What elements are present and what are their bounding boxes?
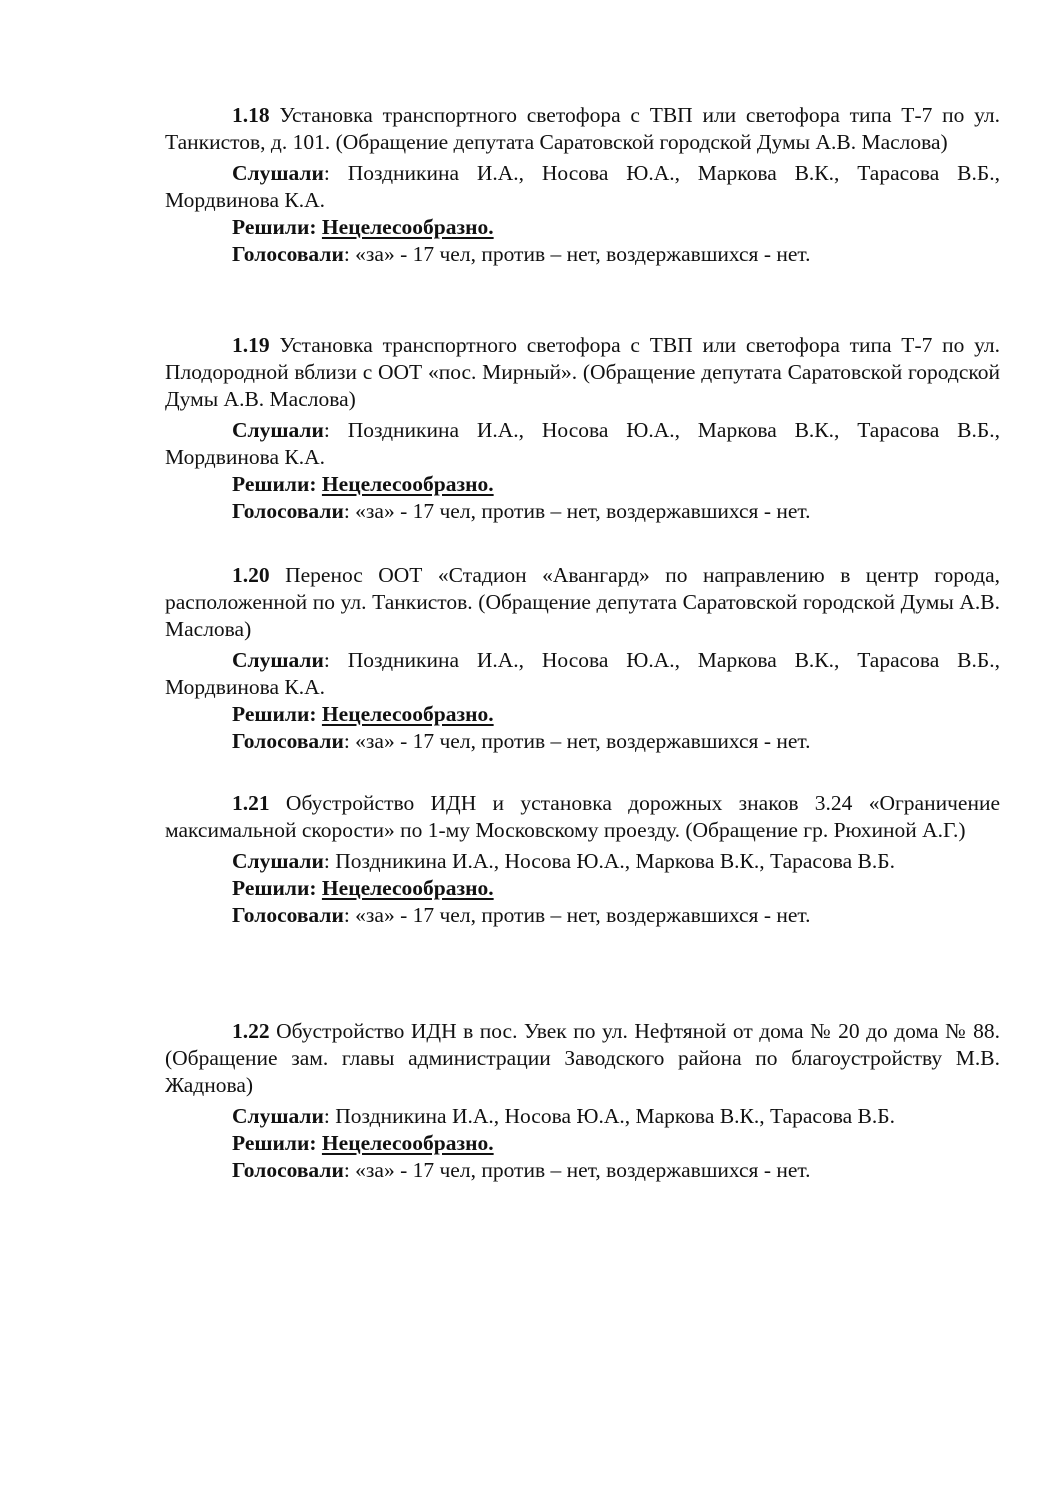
heard-label: Слушали xyxy=(232,1104,324,1128)
item-text: Перенос ООТ «Стадион «Авангард» по направлению в центр города, расположенной по ул. Танкистов. (Обращение депутата Саратовской городской Думы А.В. Маслова) xyxy=(165,563,1001,641)
item-number: 1.22 xyxy=(232,1019,270,1043)
heard-text: : Поздникина И.А., Носова Ю.А., Маркова В.К., Тарасова В.Б. xyxy=(323,1104,895,1128)
heard-line xyxy=(165,848,1000,875)
heard-label: Слушали xyxy=(232,418,324,442)
agenda-item-1-21 xyxy=(165,790,1000,929)
item-description xyxy=(165,1018,1000,1099)
decided-line xyxy=(165,701,1000,728)
voted-line xyxy=(165,1157,1000,1184)
voted-label: Голосовали xyxy=(232,729,344,753)
voted-line xyxy=(165,241,1000,268)
voted-label: Голосовали xyxy=(232,1158,344,1182)
item-description xyxy=(165,102,1000,156)
decided-value: Нецелесообразно. xyxy=(321,472,494,496)
voted-text: : «за» - 17 чел, против – нет, воздержавшихся - нет. xyxy=(343,729,811,753)
decided-label: Решили: xyxy=(232,876,317,900)
agenda-item-1-20 xyxy=(165,562,1000,755)
item-text: Обустройство ИДН в пос. Увек по ул. Нефтяной от дома № 20 до дома № 88. (Обращение зам. главы администрации Заводского района по благоустройству М.В. Жаднова) xyxy=(165,1019,1000,1097)
agenda-item-1-19 xyxy=(165,332,1000,525)
item-number: 1.18 xyxy=(232,103,270,127)
decided-line xyxy=(165,1130,1000,1157)
voted-label: Голосовали xyxy=(232,499,344,523)
voted-label: Голосовали xyxy=(232,242,344,266)
heard-label: Слушали xyxy=(232,849,324,873)
item-text: Установка транспортного светофора с ТВП или светофора типа Т-7 по ул. Танкистов, д. 101. (Обращение депутата Саратовской городской Думы А.В. Маслова) xyxy=(165,103,1000,154)
heard-text: : Поздникина И.А., Носова Ю.А., Маркова В.К., Тарасова В.Б. xyxy=(323,849,895,873)
heard-text: : Поздникина И.А., Носова Ю.А., Маркова В.К., Тарасова В.Б., Мордвинова К.А. xyxy=(165,418,1000,469)
decided-label: Решили: xyxy=(232,472,317,496)
decided-label: Решили: xyxy=(232,1131,317,1155)
item-number: 1.20 xyxy=(232,563,270,587)
decided-line xyxy=(165,875,1000,902)
decided-line xyxy=(165,471,1000,498)
heard-text: : Поздникина И.А., Носова Ю.А., Маркова В.К., Тарасова В.Б., Мордвинова К.А. xyxy=(165,161,1000,212)
heard-label: Слушали xyxy=(232,161,324,185)
heard-text: : Поздникина И.А., Носова Ю.А., Маркова В.К., Тарасова В.Б., Мордвинова К.А. xyxy=(165,648,1000,699)
agenda-item-1-22 xyxy=(165,1018,1000,1184)
voted-text: : «за» - 17 чел, против – нет, воздержавшихся - нет. xyxy=(343,499,811,523)
item-text: Обустройство ИДН и установка дорожных знаков 3.24 «Ограничение максимальной скорости» по 1-му Московскому проезду. (Обращение гр. Рюхиной А.Г.) xyxy=(165,791,1000,842)
item-number: 1.19 xyxy=(232,333,270,357)
agenda-item-1-18 xyxy=(165,102,1000,268)
voted-line xyxy=(165,728,1000,755)
item-description xyxy=(165,332,1000,413)
item-text: Установка транспортного светофора с ТВП или светофора типа Т-7 по ул. Плодородной вблизи с ООТ «пос. Мирный». (Обращение депутата Саратовской городской Думы А.В. Маслова) xyxy=(165,333,1000,411)
heard-line xyxy=(165,160,1000,214)
heard-label: Слушали xyxy=(232,648,324,672)
decided-value: Нецелесообразно. xyxy=(321,876,494,900)
voted-line xyxy=(165,498,1000,525)
voted-text: : «за» - 17 чел, против – нет, воздержавшихся - нет. xyxy=(343,903,811,927)
voted-text: : «за» - 17 чел, против – нет, воздержавшихся - нет. xyxy=(343,1158,811,1182)
decided-label: Решили: xyxy=(232,702,317,726)
item-description xyxy=(165,562,1000,643)
voted-label: Голосовали xyxy=(232,903,344,927)
voted-line xyxy=(165,902,1000,929)
item-description xyxy=(165,790,1000,844)
heard-line xyxy=(165,647,1000,701)
heard-line xyxy=(165,1103,1000,1130)
decided-label: Решили: xyxy=(232,215,317,239)
decided-value: Нецелесообразно. xyxy=(321,702,494,726)
voted-text: : «за» - 17 чел, против – нет, воздержавшихся - нет. xyxy=(343,242,811,266)
item-number: 1.21 xyxy=(232,791,270,815)
decided-value: Нецелесообразно. xyxy=(321,1131,494,1155)
heard-line xyxy=(165,417,1000,471)
decided-line xyxy=(165,214,1000,241)
decided-value: Нецелесообразно. xyxy=(321,215,494,239)
